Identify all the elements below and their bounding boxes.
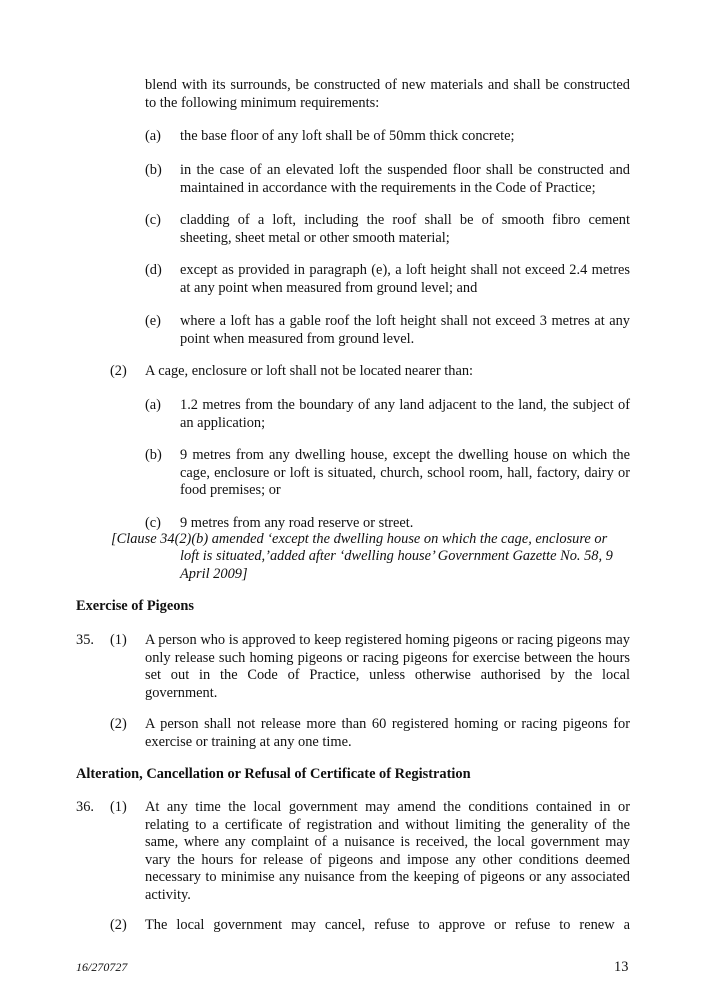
item-label: (a): [145, 128, 161, 144]
item-text: cladding of a loft, including the roof shall be of smooth fibro cement sheeting, sheet metal or other smooth material;: [180, 212, 630, 246]
amendment-note-line: April 2009]: [180, 566, 248, 582]
subclause-label: (2): [110, 716, 127, 732]
item-label: (c): [145, 515, 161, 531]
item-text: in the case of an elevated loft the suspended floor shall be constructed and maintained in accordance with the requirements in the Code of Practice;: [180, 162, 630, 196]
amendment-note-line: loft is situated,’added after ‘dwelling house’ Government Gazette No. 58, 9: [180, 548, 613, 564]
item-text: 9 metres from any road reserve or street.: [180, 515, 414, 531]
clause-number: 36.: [76, 799, 94, 815]
subclause-label: (2): [110, 363, 127, 379]
page-number: 13: [614, 959, 629, 975]
item-text: 9 metres from any dwelling house, except the dwelling house on which the cage, enclosure or loft is situated, church, school room, hall, factory, dairy or food premises; or: [180, 447, 630, 498]
subclause-text: The local government may cancel, refuse to approve or refuse to renew a: [145, 917, 630, 933]
amendment-note-line: [Clause 34(2)(b) amended ‘except the dwelling house on which the cage, enclosure or: [111, 531, 608, 547]
clause-number: 35.: [76, 632, 94, 648]
item-label: (e): [145, 313, 161, 329]
item-label: (c): [145, 212, 161, 228]
item-text: 1.2 metres from the boundary of any land adjacent to the land, the subject of an application;: [180, 397, 630, 431]
item-text: where a loft has a gable roof the loft height shall not exceed 3 metres at any point when measured from ground level.: [180, 313, 630, 347]
subclause-label: (1): [110, 632, 127, 648]
subclause-text: A person shall not release more than 60 registered homing or racing pigeons for exercise or training at any one time.: [145, 716, 630, 750]
subclause-text: A person who is approved to keep registered homing pigeons or racing pigeons may only release such homing pigeons or racing pigeons for exercise between the hours set out in the Code of Practice, unless otherwise authorised by the local government.: [145, 632, 630, 701]
item-text: the base floor of any loft shall be of 50mm thick concrete;: [180, 128, 515, 144]
subclause-text: At any time the local government may amend the conditions contained in or relating to a certificate of registration and without limiting the generality of the same, where any complaint of a nuisance is received, the local government may vary the hours for release of pigeons and impose any other conditions deemed necessary to minimise any nuisance from the keeping of pigeons or any associated activity.: [145, 799, 630, 903]
item-label: (b): [145, 447, 162, 463]
intro-paragraph: blend with its surrounds, be constructed of new materials and shall be constructed to the following minimum requirements:: [145, 77, 630, 111]
section-heading: Alteration, Cancellation or Refusal of Certificate of Registration: [76, 766, 471, 782]
item-label: (b): [145, 162, 162, 178]
section-heading: Exercise of Pigeons: [76, 598, 195, 614]
subclause-label: (1): [110, 799, 127, 815]
document-reference: 16/270727: [76, 960, 128, 974]
item-label: (d): [145, 262, 162, 278]
subclause-label: (2): [110, 917, 127, 933]
item-label: (a): [145, 397, 161, 413]
subclause-text: A cage, enclosure or loft shall not be located nearer than:: [145, 363, 474, 379]
item-text: except as provided in paragraph (e), a loft height shall not exceed 2.4 metres at any point when measured from ground level; and: [180, 262, 630, 296]
